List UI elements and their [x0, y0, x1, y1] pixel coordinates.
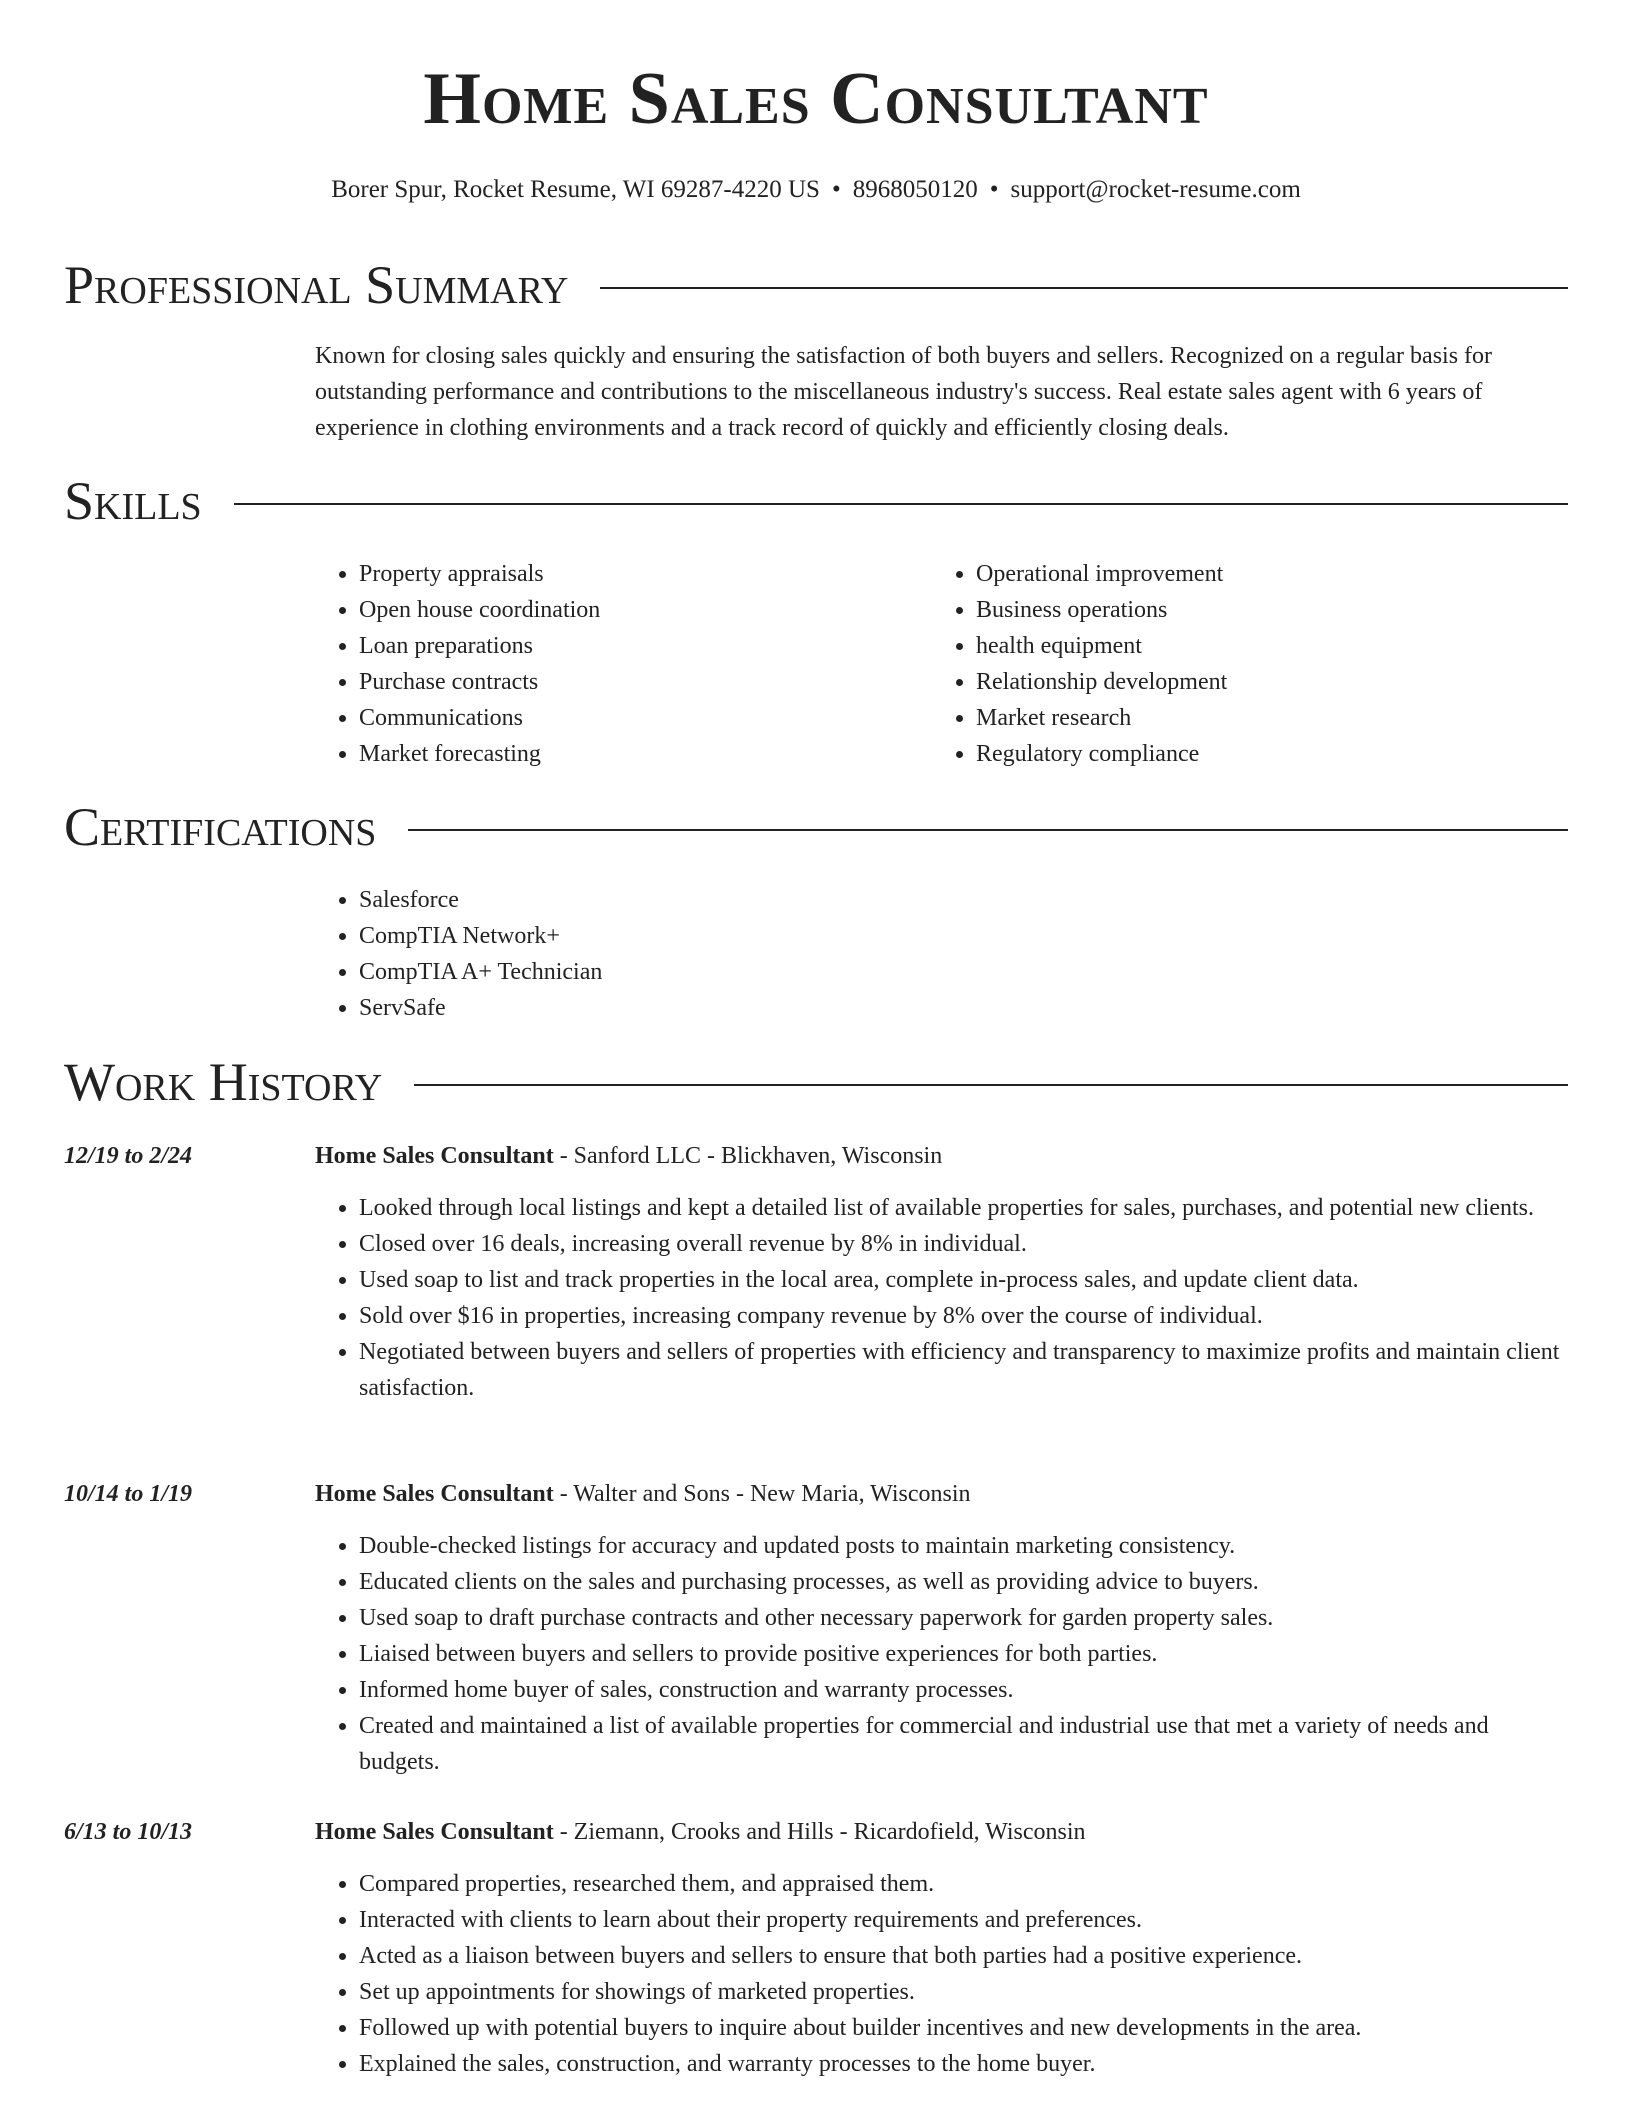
- skill-item: • Operational improvement: [976, 556, 1227, 592]
- job-employer: - Sanford LLC - Blickhaven, Wisconsin: [553, 1143, 943, 1169]
- skill-item: • Business operations: [976, 592, 1227, 628]
- certification-item: • CompTIA A+ Technician: [359, 954, 602, 990]
- duty-item: • Acted as a liaison between buyers and sellers to ensure that both parties had a positive experience.: [359, 1938, 1568, 1974]
- job-duties: [315, 1866, 1568, 2082]
- job-title-line: [315, 1138, 1568, 1174]
- certifications-list: [315, 882, 602, 1026]
- duty-item: • Used soap to draft purchase contracts and other necessary paperwork for garden property sales.: [359, 1600, 1568, 1636]
- job-employer: - Walter and Sons - New Maria, Wisconsin: [553, 1481, 971, 1507]
- skill-item: • Market research: [976, 700, 1227, 736]
- skills-list-left: [315, 556, 600, 772]
- contact-phone: 8968050120: [852, 176, 978, 203]
- certification-item: • CompTIA Network+: [359, 918, 602, 954]
- duty-item: • Informed home buyer of sales, construction and warranty processes.: [359, 1672, 1568, 1708]
- skills-list-right: [932, 556, 1227, 772]
- job-title: Home Sales Consultant: [315, 1481, 554, 1507]
- skill-item: • Communications: [359, 700, 600, 736]
- certification-item: • Salesforce: [359, 882, 602, 918]
- job-dates: 6/13 to 10/13: [64, 1819, 193, 1845]
- contact-separator: •: [831, 176, 841, 203]
- skill-item: • Regulatory compliance: [976, 736, 1227, 772]
- job-dates: 10/14 to 1/19: [64, 1481, 193, 1507]
- work-history-section-header: [64, 1052, 1568, 1112]
- job-title-line: [315, 1476, 1568, 1512]
- job-title: Home Sales Consultant: [315, 1143, 554, 1169]
- contact-email[interactable]: support@rocket-resume.com: [1010, 176, 1301, 203]
- section-divider: [408, 829, 1568, 831]
- skill-item: • Property appraisals: [359, 556, 600, 592]
- contact-separator: •: [989, 176, 999, 203]
- job-title: Home Sales Consultant: [315, 1819, 554, 1845]
- skill-item: • Market forecasting: [359, 736, 600, 772]
- duty-item: • Sold over $16 in properties, increasing company revenue by 8% over the course of individual.: [359, 1298, 1568, 1334]
- contact-address: Borer Spur, Rocket Resume, WI 69287-4220 US: [331, 176, 820, 203]
- skill-item: • Purchase contracts: [359, 664, 600, 700]
- job-title-line: [315, 1814, 1568, 1850]
- section-divider: [600, 287, 1568, 289]
- certification-item: • ServSafe: [359, 990, 602, 1026]
- skills-heading: Skills: [64, 471, 202, 531]
- duty-item: • Followed up with potential buyers to inquire about builder incentives and new developments in the area.: [359, 2010, 1568, 2046]
- section-divider: [414, 1084, 1568, 1086]
- job-employer: - Ziemann, Crooks and Hills - Ricardofield, Wisconsin: [553, 1819, 1086, 1845]
- work-history-heading: Work History: [64, 1052, 383, 1112]
- summary-heading: Professional Summary: [64, 255, 569, 315]
- duty-item: • Set up appointments for showings of marketed properties.: [359, 1974, 1568, 2010]
- skill-item: • Relationship development: [976, 664, 1227, 700]
- certifications-heading: Certifications: [64, 797, 377, 857]
- summary-section-header: [64, 255, 1568, 315]
- duty-item: • Double-checked listings for accuracy and updated posts to maintain marketing consistency.: [359, 1528, 1568, 1564]
- job-duties: [315, 1190, 1568, 1406]
- duty-item: • Used soap to list and track properties in the local area, complete in-process sales, and update client data.: [359, 1262, 1568, 1298]
- skill-item: • Open house coordination: [359, 592, 600, 628]
- section-divider: [234, 503, 1568, 505]
- duty-item: • Negotiated between buyers and sellers of properties with efficiency and transparency to maximize profits and maintain client satisfaction.: [359, 1334, 1568, 1406]
- summary-text: Known for closing sales quickly and ensuring the satisfaction of both buyers and sellers. Recognized on a regular basis for outstanding performance and contributions to the miscellaneous industry's success. Real estate sales agent with 6 years of experience in clothing environments and a track record of quickly and efficiently closing deals.: [315, 343, 1493, 441]
- job-duties: [315, 1528, 1568, 1780]
- skills-section-header: [64, 471, 1568, 531]
- duty-item: • Interacted with clients to learn about their property requirements and preferences.: [359, 1902, 1568, 1938]
- duty-item: • Compared properties, researched them, and appraised them.: [359, 1866, 1568, 1902]
- duty-item: • Educated clients on the sales and purchasing processes, as well as providing advice to buyers.: [359, 1564, 1568, 1600]
- duty-item: • Created and maintained a list of available properties for commercial and industrial use that met a variety of needs and budgets.: [359, 1708, 1568, 1780]
- resume-name: Home Sales Consultant: [423, 58, 1209, 140]
- contact-line: [0, 175, 1632, 205]
- duty-item: • Looked through local listings and kept a detailed list of available properties for sales, purchases, and potential new clients.: [359, 1190, 1568, 1226]
- duty-item: • Explained the sales, construction, and warranty processes to the home buyer.: [359, 2046, 1568, 2082]
- skill-item: • Loan preparations: [359, 628, 600, 664]
- certifications-section-header: [64, 797, 1568, 857]
- duty-item: • Closed over 16 deals, increasing overall revenue by 8% in individual.: [359, 1226, 1568, 1262]
- job-dates: 12/19 to 2/24: [64, 1143, 193, 1169]
- duty-item: • Liaised between buyers and sellers to provide positive experiences for both parties.: [359, 1636, 1568, 1672]
- skill-item: • health equipment: [976, 628, 1227, 664]
